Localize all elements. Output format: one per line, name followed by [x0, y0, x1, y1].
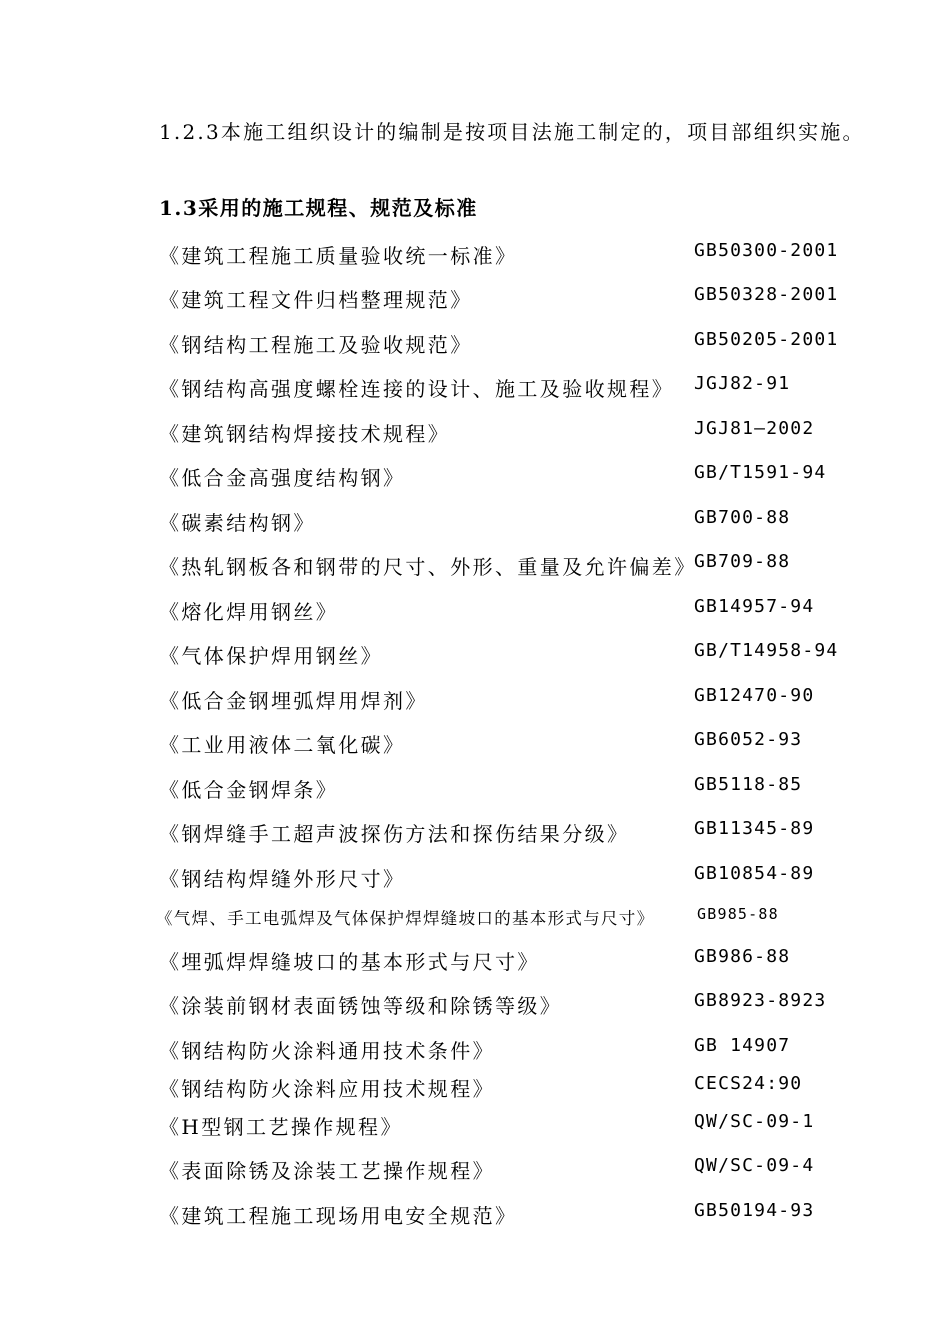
- standard-name: 《钢结构高强度螺栓连接的设计、施工及验收规程》: [159, 377, 675, 401]
- standard-name: 《钢结构工程施工及验收规范》: [159, 333, 473, 357]
- standard-code: GB14957-94: [694, 596, 815, 617]
- list-item: [0, 905, 950, 935]
- list-item: [0, 1155, 950, 1185]
- list-item: [0, 240, 950, 270]
- standard-name: 《钢结构防火涂料通用技术条件》: [159, 1039, 495, 1063]
- list-item: [0, 685, 950, 715]
- standard-name: 《建筑工程文件归档整理规范》: [159, 288, 473, 312]
- standard-name: 《涂装前钢材表面锈蚀等级和除锈等级》: [159, 994, 563, 1018]
- standard-name: 《碳素结构钢》: [159, 511, 316, 535]
- standard-name: 《熔化焊用钢丝》: [159, 600, 339, 624]
- list-item: [0, 462, 950, 492]
- list-item: [0, 1111, 950, 1141]
- standard-code: GB8923-8923: [694, 990, 827, 1011]
- list-item: [0, 373, 950, 403]
- list-item: [0, 1200, 950, 1230]
- paragraph-1-2-3: 1.2.3本施工组织设计的编制是按项目法施工制定的，项目部组织实施。: [159, 120, 865, 144]
- standard-code: QW/SC-09-1: [694, 1111, 815, 1132]
- standard-code: QW/SC-09-4: [694, 1155, 815, 1176]
- standard-code: GB986-88: [694, 946, 791, 967]
- list-item: [0, 863, 950, 893]
- standard-code: GB10854-89: [694, 863, 815, 884]
- standard-code: JGJ81—2002: [694, 418, 815, 439]
- standard-name: 《低合金钢埋弧焊用焊剂》: [159, 689, 428, 713]
- list-item: [0, 1073, 950, 1103]
- standard-code: GB5118-85: [694, 774, 803, 795]
- standard-name: 《建筑工程施工现场用电安全规范》: [159, 1204, 518, 1228]
- section-heading-1-3: 1.3采用的施工规程、规范及标准: [159, 196, 478, 220]
- standard-name: 《热轧钢板各和钢带的尺寸、外形、重量及允许偏差》: [159, 555, 697, 579]
- standard-code: GB12470-90: [694, 685, 815, 706]
- standard-name: 《钢焊缝手工超声波探伤方法和探伤结果分级》: [159, 822, 630, 846]
- standard-code: GB/T1591-94: [694, 462, 827, 483]
- standard-name: 《工业用液体二氧化碳》: [159, 733, 406, 757]
- standard-code: GB50328-2001: [694, 284, 839, 305]
- standard-code: CECS24:90: [694, 1073, 803, 1094]
- standard-code: GB 14907: [694, 1035, 791, 1056]
- list-item: [0, 418, 950, 448]
- list-item: [0, 774, 950, 804]
- standard-name: 《钢结构焊缝外形尺寸》: [159, 867, 406, 891]
- standard-name: 《表面除锈及涂装工艺操作规程》: [159, 1159, 495, 1183]
- standard-name: 《气体保护焊用钢丝》: [159, 644, 383, 668]
- list-item: [0, 329, 950, 359]
- standard-code: GB50300-2001: [694, 240, 839, 261]
- standard-code: GB709-88: [694, 551, 791, 572]
- standard-name: 《低合金高强度结构钢》: [159, 466, 406, 490]
- standard-code: GB50194-93: [694, 1200, 815, 1221]
- standard-name: 《建筑工程施工质量验收统一标准》: [159, 244, 518, 268]
- list-item: [0, 818, 950, 848]
- list-item: [0, 507, 950, 537]
- standard-name: 《H型钢工艺操作规程》: [159, 1115, 403, 1139]
- standard-name: 《气焊、手工电弧焊及气体保护焊焊缝坡口的基本形式与尺寸》: [156, 909, 655, 928]
- list-item: [0, 596, 950, 626]
- list-item: [0, 946, 950, 976]
- standard-code: GB700-88: [694, 507, 791, 528]
- standard-code: JGJ82-91: [694, 373, 791, 394]
- standard-name: 《埋弧焊焊缝坡口的基本形式与尺寸》: [159, 950, 540, 974]
- list-item: [0, 284, 950, 314]
- list-item: [0, 640, 950, 670]
- standard-code: GB985-88: [697, 905, 779, 923]
- list-item: [0, 551, 950, 581]
- list-item: [0, 729, 950, 759]
- standard-code: GB/T14958-94: [694, 640, 839, 661]
- standard-name: 《低合金钢焊条》: [159, 778, 339, 802]
- standard-code: GB6052-93: [694, 729, 803, 750]
- standard-code: GB11345-89: [694, 818, 815, 839]
- standard-name: 《建筑钢结构焊接技术规程》: [159, 422, 451, 446]
- list-item: [0, 990, 950, 1020]
- standard-code: GB50205-2001: [694, 329, 839, 350]
- list-item: [0, 1035, 950, 1065]
- standard-name: 《钢结构防火涂料应用技术规程》: [159, 1077, 495, 1101]
